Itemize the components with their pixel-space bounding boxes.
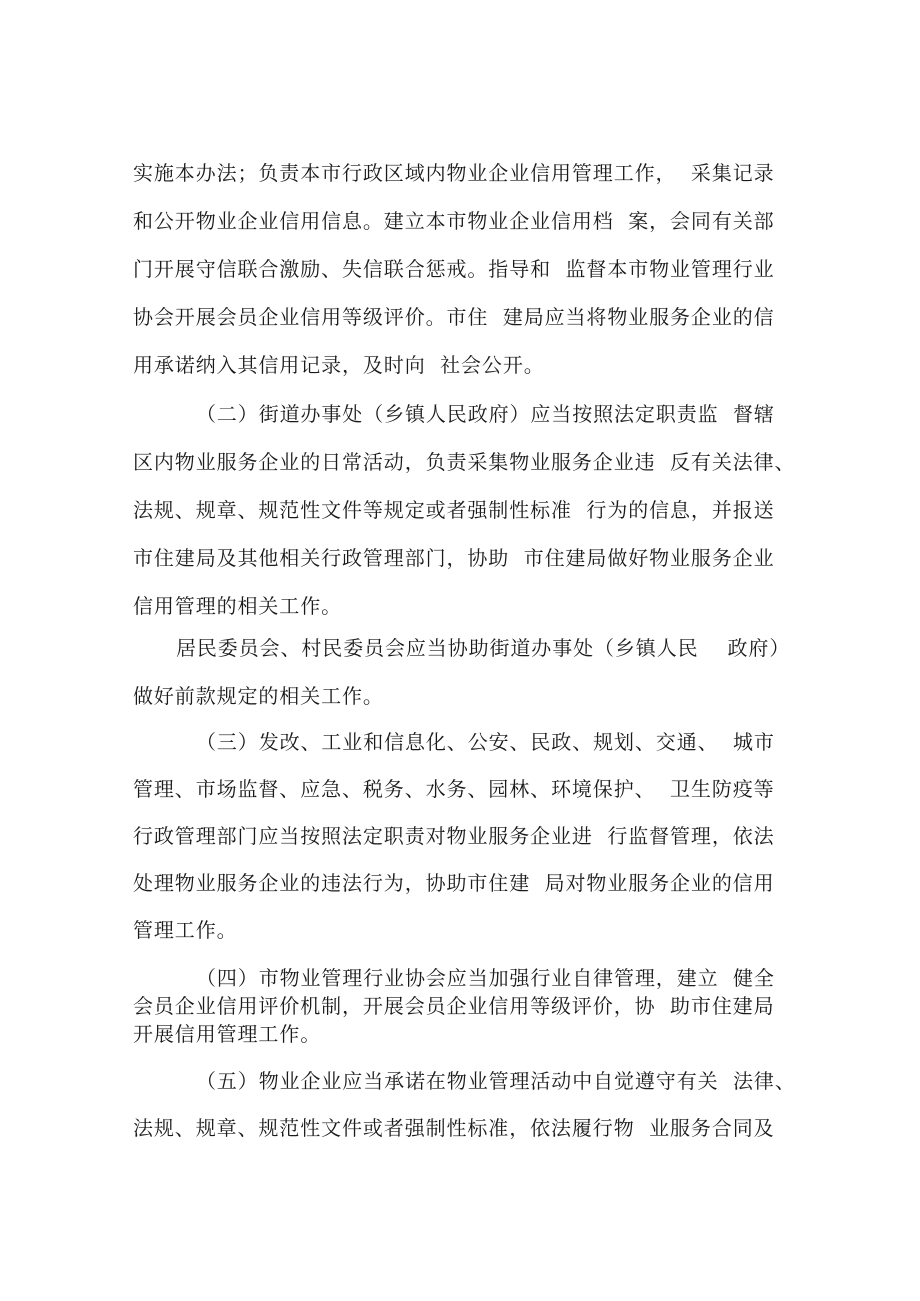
text-line-22: 法规、规章、规范性文件或者强制性标准，依法履行物 业服务合同及 [133, 1116, 775, 1140]
text-line-10: 信用管理的相关工作。 [133, 594, 342, 618]
text-line-7: 区内物业服务企业的日常活动，负责采集物业服务企业违 反有关法律、 [133, 450, 796, 474]
text-line-3: 门开展守信联合激励、失信联合惩戒。指导和 监督本市物业管理行业 [133, 257, 775, 281]
text-line-20: 开展信用管理工作。 [133, 1022, 322, 1046]
text-line-6: （二）街道办事处（乡镇人民政府）应当按照法定职责监 督辖 [196, 402, 775, 426]
text-line-5: 用承诺纳入其信用记录，及时向 社会公开。 [133, 353, 545, 377]
text-line-13: （三）发改、工业和信息化、公安、民政、规划、交通、 城市 [196, 730, 775, 754]
text-line-16: 处理物业服务企业的违法行为，协助市住建 局对物业服务企业的信用 [133, 871, 775, 895]
text-line-1: 实施本办法；负责本市行政区域内物业企业信用管理工作， 采集记录 [133, 161, 775, 185]
text-line-2: 和公开物业企业信用信息。建立本市物业企业信用档 案，会同有关部 [133, 209, 775, 233]
text-line-15: 行政管理部门应当按照法定职责对物业服务企业进 行监督管理，依法 [133, 824, 775, 848]
text-line-14: 管理、市场监督、应急、税务、水务、园林、环境保护、 卫生防疫等 [133, 777, 775, 801]
text-line-11: 居民委员会、村民委员会应当协助街道办事处（乡镇人民 政府） [176, 636, 791, 660]
text-line-19: 会员企业信用评价机制，开展会员企业信用等级评价，协 助市住建局 [133, 994, 775, 1018]
text-line-17: 管理工作。 [133, 918, 238, 942]
text-line-21: （五）物业企业应当承诺在物业管理活动中自觉遵守有关 法律、 [196, 1069, 796, 1093]
text-line-18: （四）市物业管理行业协会应当加强行业自律管理，建立 健全 [196, 966, 775, 990]
text-line-8: 法规、规章、规范性文件等规定或者强制性标准 行为的信息，并报送 [133, 498, 775, 522]
text-line-9: 市住建局及其他相关行政管理部门，协助 市住建局做好物业服务企业 [133, 546, 775, 570]
text-line-4: 协会开展会员企业信用等级评价。市住 建局应当将物业服务企业的信 [133, 305, 775, 329]
text-line-12: 做好前款规定的相关工作。 [133, 684, 384, 708]
